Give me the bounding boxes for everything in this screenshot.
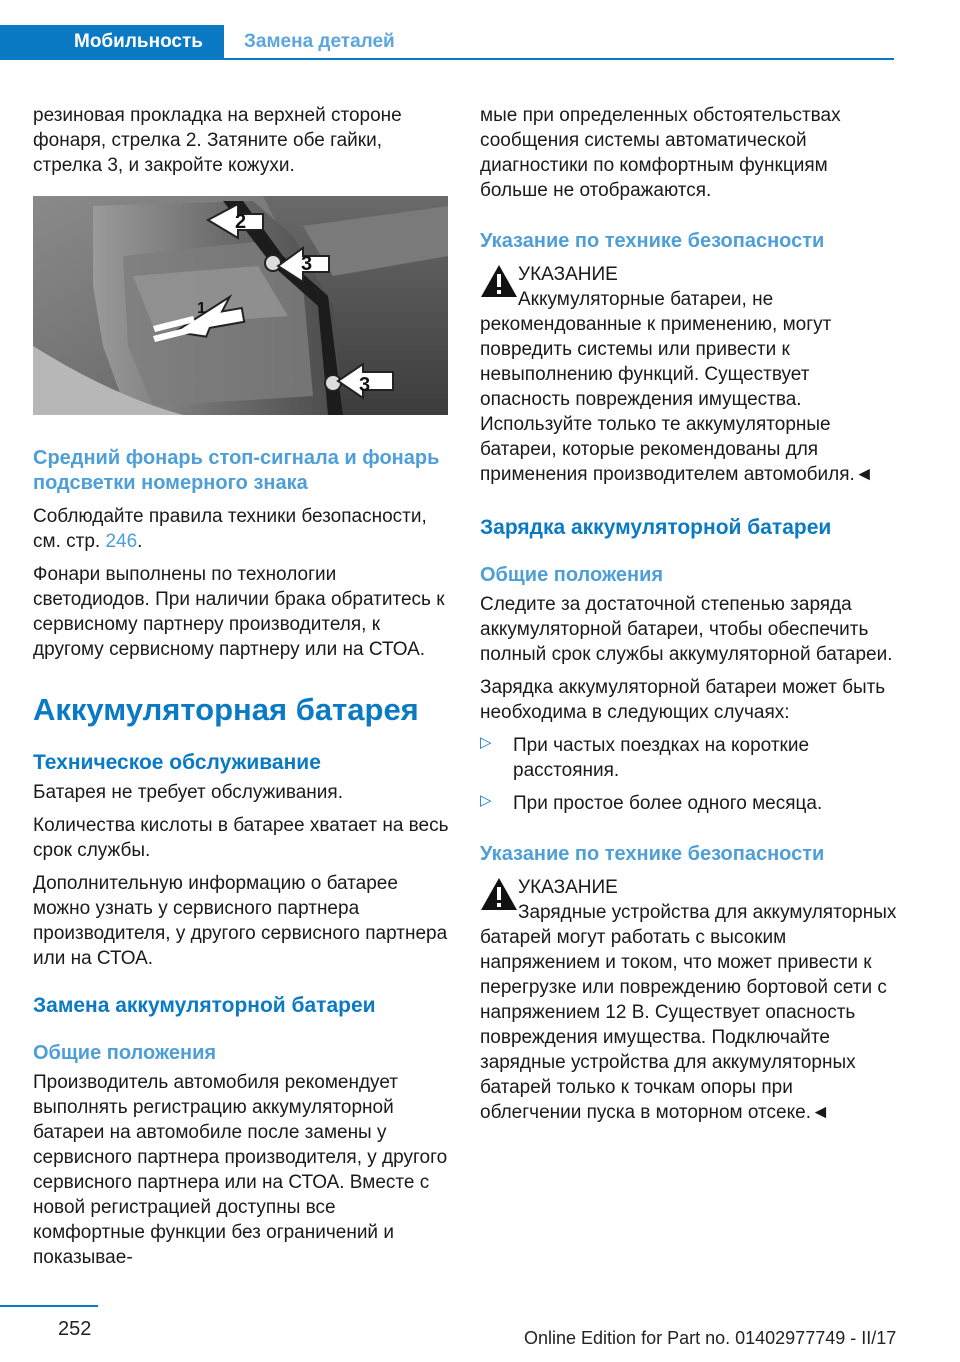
header-tab-mobility[interactable] bbox=[0, 25, 224, 60]
replace-title: Замена аккумуляторной батареи bbox=[33, 994, 376, 1017]
lamp-paragraph-1 bbox=[33, 504, 451, 554]
maint-paragraph-2: Количества кислоты в батарее хватает на весь срок службы. bbox=[33, 815, 449, 861]
continuation-paragraph: мые при определенных обстоятельствах сообщения системы автоматической диагностики по комфортным функциям больше не отображаются. bbox=[480, 105, 841, 201]
edition-info: Online Edition for Part no. 01402977749 - II/17 bbox=[524, 1328, 897, 1348]
figure-label-3-bottom: 3 bbox=[359, 374, 371, 396]
safety-title-2: Указание по технике безопасности bbox=[480, 843, 825, 865]
tail-lamp-illustration bbox=[33, 196, 448, 415]
list-item bbox=[480, 733, 898, 783]
warning-icon bbox=[480, 264, 518, 298]
maint-paragraph-3: Дополнительную информацию о батарее можно узнать у сервисного партнера производителя, у другого сервисного партнера или на СТОА. bbox=[33, 873, 448, 969]
bullet-triangle-icon: ▷ bbox=[480, 734, 492, 751]
warning-text-1: Аккумуляторные батареи, не рекомендованные к применению, могут повредить системы или привести к невыполнению функций. Существует опасность повреждения имущества. Используйте только те аккумуляторные батареи, которые рекомендованы для применения производителем автомобиля.◄ bbox=[480, 289, 874, 485]
figure-label-1: 1 bbox=[197, 300, 206, 317]
charge-bullet-list bbox=[480, 733, 898, 816]
header-tab-mobility-label: Мобильность bbox=[74, 31, 203, 52]
general-paragraph-left: Производитель автомобиля рекомендует выполнять регистрацию аккумуляторной батареи на автомобиле после замены у сервисного партнера производителя, у другого сервисного партнера или на СТОА. Вместе с новой регистрацией доступны все комфортные функции без ограничений и показывае- bbox=[33, 1072, 448, 1268]
lamp-p1-text: Соблюдайте правила техники безопасности, см. стр. bbox=[33, 506, 427, 552]
charging-title: Зарядка аккумуляторной батареи bbox=[480, 516, 832, 539]
left-column-lower bbox=[33, 446, 451, 1270]
warning-label-1: УКАЗАНИЕ bbox=[518, 264, 618, 285]
warning-block-1 bbox=[480, 262, 898, 487]
tail-lamp-figure bbox=[33, 196, 448, 415]
warning-icon bbox=[480, 877, 518, 911]
right-column bbox=[480, 103, 898, 1125]
bullet-text-2: При простое более одного месяца. bbox=[513, 793, 823, 814]
general-title-left: Общие положения bbox=[33, 1042, 217, 1064]
bullet-text-1: При частых поездках на короткие расстояния. bbox=[513, 735, 810, 781]
general-title-right: Общие положения bbox=[480, 564, 664, 586]
list-item bbox=[480, 791, 898, 816]
lamp-section-title: Средний фонарь стоп-сигнала и фонарь подсветки номерного знака bbox=[33, 447, 440, 494]
intro-paragraph: резиновая прокладка на верхней стороне фонаря, стрелка 2. Затяните обе гайки, стрелка 3, и закройте кожухи. bbox=[33, 105, 402, 176]
figure-label-3-top: 3 bbox=[301, 253, 313, 275]
header-tab-replace-parts[interactable]: Замена деталей bbox=[244, 31, 395, 52]
bullet-triangle-icon: ▷ bbox=[480, 792, 492, 809]
battery-title: Аккумуляторная батарея bbox=[33, 692, 419, 727]
warning-block-2 bbox=[480, 875, 898, 1125]
charge-paragraph-2: Зарядка аккумуляторной батареи может быть необходима в следующих случаях: bbox=[480, 677, 886, 723]
warning-label-2: УКАЗАНИЕ bbox=[518, 877, 618, 898]
warning-text-2: Зарядные устройства для аккумуляторных батарей могут работать с высоким напряжением и током, что может привести к перегрузке или повреждению бортовой сети с напряжением 12 В. Существует опасность повреждения имущества. Подключайте зарядные устройства для аккумуляторных батарей только к точкам опоры при облегчении пуска в моторном отсеке.◄ bbox=[480, 902, 897, 1123]
maint-paragraph-1: Батарея не требует обслуживания. bbox=[33, 782, 343, 803]
maintenance-title: Техническое обслуживание bbox=[33, 751, 321, 774]
footer-divider bbox=[0, 1305, 98, 1307]
safety-title-1: Указание по технике безопасности bbox=[480, 230, 825, 252]
page-link-246[interactable]: 246 bbox=[105, 531, 138, 552]
figure-label-2: 2 bbox=[235, 211, 247, 233]
lamp-paragraph-2: Фонари выполнены по технологии светодиодов. При наличии брака обратитесь к сервисному партнеру производителя, к другому сервисному партнеру или на СТОА. bbox=[33, 564, 445, 660]
header-divider bbox=[224, 58, 894, 60]
charge-paragraph-1: Следите за достаточной степенью заряда аккумуляторной батареи, чтобы обеспечить полный срок службы аккумуляторной батареи. bbox=[480, 594, 893, 665]
left-column bbox=[33, 103, 451, 178]
page-number: 252 bbox=[58, 1318, 92, 1340]
lamp-p1-post: . bbox=[137, 531, 143, 552]
